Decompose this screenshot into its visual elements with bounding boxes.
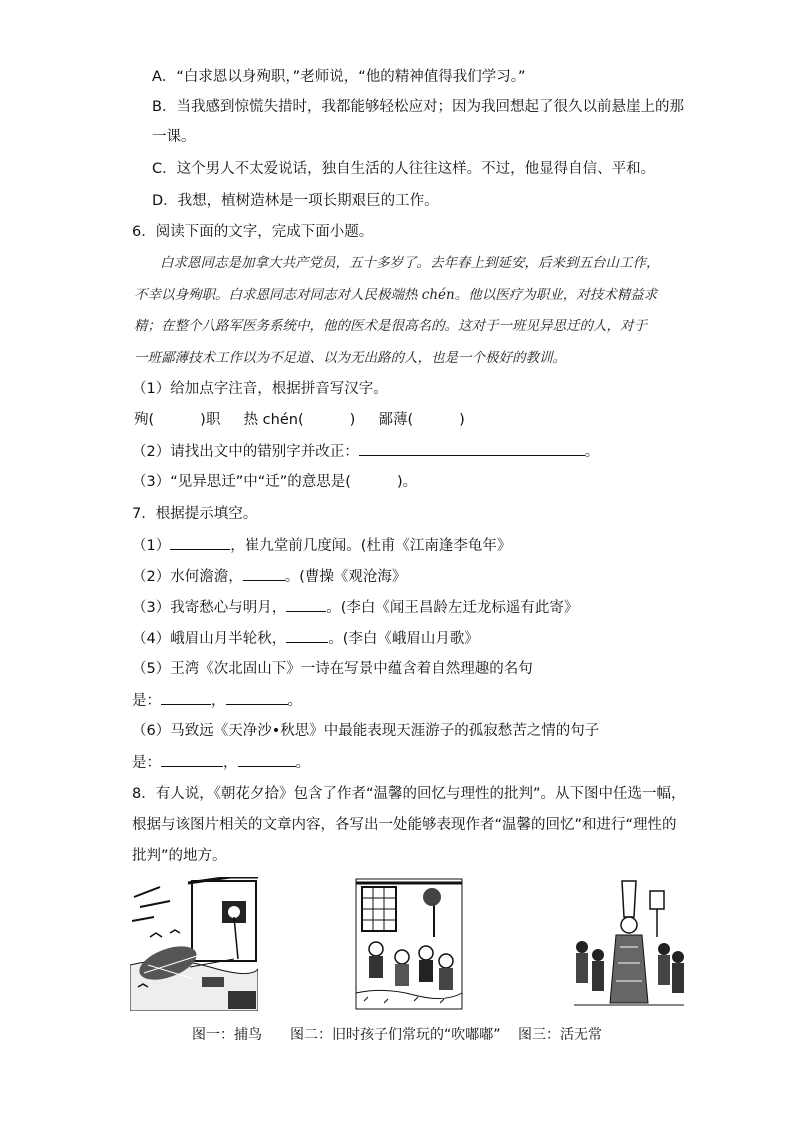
q6-passage-line: 不幸以身殉职。白求恩同志对同志对人民极端热 chén。他以医疗为职业，对技术精益求 bbox=[134, 287, 658, 303]
q7-item2-text: （2）水何澹澹， bbox=[132, 569, 243, 585]
q7-item5: （5）王湾《次北固山下》一诗在写景中蕴含着自然理趣的名句 bbox=[132, 661, 533, 677]
q7-item5-blank-a[interactable] bbox=[161, 690, 211, 705]
q7-title: 7．根据提示填空。 bbox=[132, 506, 258, 522]
wuchang-parade-illustration bbox=[572, 877, 686, 1011]
q7-item6-blank-a[interactable] bbox=[161, 752, 223, 767]
q6-item-bibo: 鄙薄( bbox=[378, 412, 414, 428]
q7-item4-src: 。(李白《峨眉山月歌》 bbox=[328, 631, 479, 647]
q7-item1-num: （1） bbox=[132, 538, 171, 554]
caption-figure-1: 图一：捕鸟 bbox=[192, 1027, 262, 1043]
q5-option-a: A．“白求恩以身殉职，”老师说，“他的精神值得我们学习。” bbox=[152, 69, 526, 85]
q7-item4 bbox=[132, 628, 479, 649]
q7-item1-blank[interactable] bbox=[170, 535, 230, 550]
q7-item5-answer bbox=[132, 690, 302, 711]
q6-sub3-end: )。 bbox=[396, 474, 418, 490]
q7-item3 bbox=[132, 597, 578, 618]
q7-item6-period: 。 bbox=[295, 755, 310, 771]
q6-item-bibo-end: ) bbox=[459, 412, 465, 428]
q6-sub1: （1）给加点字注音，根据拼音写汉字。 bbox=[132, 381, 388, 397]
caption-figure-3: 图三：活无常 bbox=[518, 1027, 602, 1043]
q6-item-chen-end: ) bbox=[349, 412, 356, 428]
q7-item1-text: ，崔九堂前几度闻。(杜甫《江南逢李龟年》 bbox=[230, 538, 512, 554]
q7-item5-shi: 是： bbox=[132, 693, 161, 709]
q7-item4-text: （4）峨眉山月半轮秋， bbox=[132, 631, 287, 647]
q7-item5-blank-b[interactable] bbox=[226, 690, 288, 705]
q6-item-xun: 殉( bbox=[134, 412, 155, 428]
q7-item3-text: （3）我寄愁心与明月， bbox=[132, 600, 287, 616]
q6-sub2-label: （2）请找出文中的错别字并改正： bbox=[132, 444, 359, 460]
q7-item6: （6）马致远《天净沙•秋思》中最能表现天涯游子的孤寂愁苦之情的句子 bbox=[132, 723, 600, 739]
q6-item-chen: 热 chén( bbox=[243, 412, 304, 428]
q7-item3-blank[interactable] bbox=[286, 597, 326, 612]
q8-line3: 批判”的地方。 bbox=[132, 848, 227, 864]
q6-title: 6．阅读下面的文字，完成下面小题。 bbox=[132, 224, 374, 240]
q7-item4-blank[interactable] bbox=[286, 628, 328, 643]
q6-sub2-blank[interactable] bbox=[359, 441, 585, 456]
caption-figure-2: 图二：旧时孩子们常玩的“吹嘟嘟” bbox=[290, 1027, 501, 1043]
q7-item2-src: 。(曹操《观沧海》 bbox=[284, 569, 407, 585]
q7-item1 bbox=[132, 535, 511, 556]
q6-passage-line: 白求恩同志是加拿大共产党员，五十多岁了。去年春上到延安，后来到五台山工作， bbox=[160, 255, 660, 271]
bird-catching-illustration bbox=[130, 877, 258, 1011]
q6-sub2-end: 。 bbox=[584, 444, 600, 460]
q6-sub2 bbox=[132, 441, 599, 462]
q6-item-xun-end: )职 bbox=[200, 412, 221, 428]
q7-item5-comma: ， bbox=[211, 693, 226, 709]
q7-item6-answer bbox=[132, 752, 310, 773]
q5-option-b: B．当我感到惊慌失措时，我都能够轻松应对；因为我回想起了很久以前悬崖上的那 bbox=[152, 99, 684, 115]
q5-option-c: C．这个男人不太爱说话，独自生活的人往往这样。不过，他显得自信、平和。 bbox=[152, 161, 656, 177]
q8-line1: 8．有人说，《朝花夕拾》包含了作者“温馨的回忆与理性的批判”。从下图中任选一幅， bbox=[132, 786, 686, 802]
q6-sub3 bbox=[132, 472, 417, 492]
q8-line2: 根据与该图片相关的文章内容，各写出一处能够表现作者“温馨的回忆”和进行“理性的 bbox=[132, 817, 677, 833]
q6-sub3-label: （3）“见异思迁”中“迁”的意思是( bbox=[132, 474, 351, 490]
q7-item6-blank-b[interactable] bbox=[238, 752, 296, 767]
q7-item2-blank[interactable] bbox=[243, 566, 285, 581]
q5-option-d: D．我想，植树造林是一项长期艰巨的工作。 bbox=[152, 193, 439, 209]
q7-item3-src: 。(李白《闻王昌龄左迁龙标遥有此寄》 bbox=[326, 600, 579, 616]
q6-passage-line: 精；在整个八路军医务系统中，他的医术是很高名的。这对于一班见异思迁的人，对于 bbox=[134, 318, 647, 334]
q6-sub1-items bbox=[134, 410, 465, 430]
children-playing-illustration bbox=[354, 877, 464, 1011]
q7-item5-period: 。 bbox=[287, 693, 302, 709]
q6-passage-line: 一班鄙薄技术工作以为不足道、以为无出路的人，也是一个极好的教训。 bbox=[134, 350, 566, 366]
q7-item6-comma: ， bbox=[223, 755, 238, 771]
q7-item2 bbox=[132, 566, 406, 587]
q5-option-b-cont: 一课。 bbox=[152, 129, 196, 145]
q7-item6-shi: 是： bbox=[132, 755, 161, 771]
